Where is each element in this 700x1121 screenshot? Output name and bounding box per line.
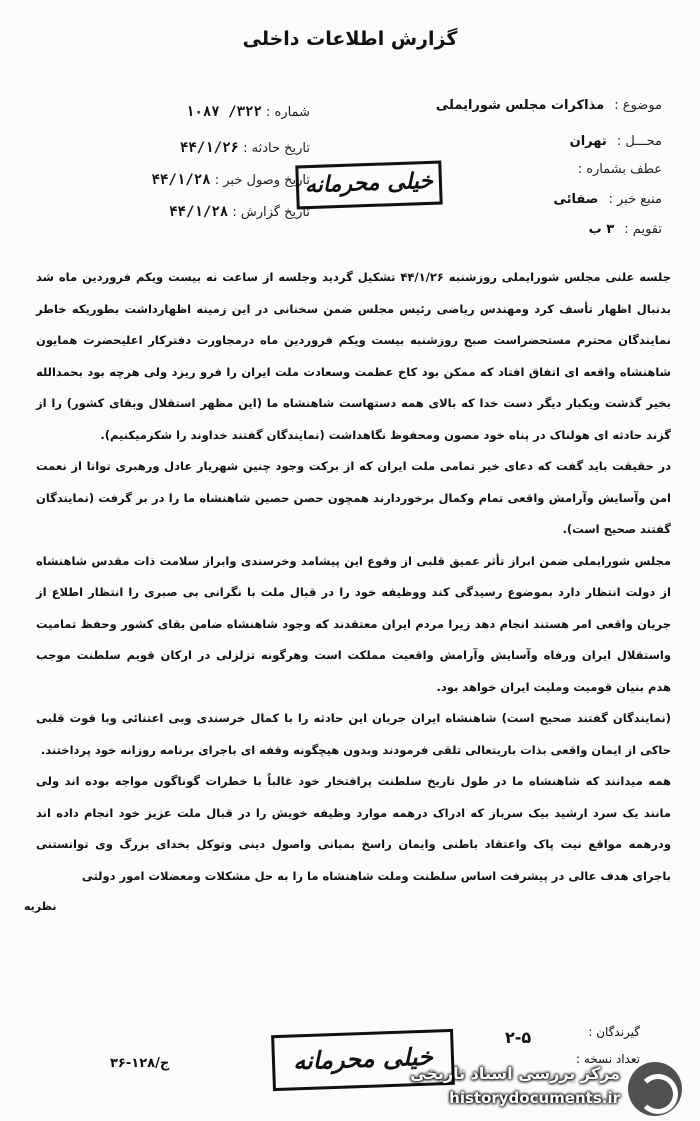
number-label: شماره : [266, 105, 310, 120]
receipt-date-field [152, 172, 310, 188]
report-body [36, 262, 671, 892]
place-field [570, 134, 662, 149]
footer-classification-stamp: خیلی محرمانه [271, 1029, 455, 1091]
source-value: صفائی [553, 192, 599, 207]
event-date-label: تاریخ حادثه : [243, 141, 310, 156]
report-title: گزارش اطلاعات داخلی [242, 28, 458, 50]
body-paragraph: در حقیقت باید گفت که دعای خیر تمامی ملت ایران که از برکت وجود چنین شهریار عادل ورهبری توانا از نعمت امن وآسایش وآرامش واقعی تمام وکمال برخوردارند همچون حصن حصین شاهنشاه ما را در بر گرفت (نمایندگان گفتند صحیح است). [36, 459, 671, 536]
document-number: ۳۶-۱۲۸/ج [110, 1056, 170, 1071]
receipt-date-label: تاریخ وصول خبر : [214, 173, 310, 188]
assessment-label: تقویم : [624, 222, 662, 237]
body-paragraph: (نمایندگان گفتند صحیح است) شاهنشاه ایران جریان این حادثه را با کمال خرسندی وبی اعتنائی وبا قوت قلبی حاکی از ایمان واقعی بذات باریتعالی تلقی فرمودند وبدون هیچگونه وقفه ای باجرای برنامه روزانه خود پرداختند. [36, 711, 671, 757]
copies-label: تعداد نسخه : [575, 1052, 640, 1066]
event-date-field [180, 140, 310, 156]
subject-label: موضوع : [614, 98, 662, 113]
receivers-label: گیرندگان : [588, 1025, 640, 1039]
assessment-value: ۳ ب [588, 222, 615, 237]
body-paragraph: همه میدانند که شاهنشاه ما در طول تاریخ سلطنت پرافتخار خود غالباً با خطرات گوناگون مواجه بوده اند ولی مانند یک سرد ارشید بیک سرباز که ادراک درهمه موارد وظیفه خویش را در قبال ملت عزیز خود انجام داده اند ودرهمه مواقع نیت پاک واعتقاد باطنی وایمان راسخ بمبانی واصول دینی وتوکل بخدای بزرگ وی توانستنی باجرای هدف عالی در پیشرفت اساس سلطنت وملت شاهنشاه ما را به حل مشکلات ومعضلات امور دولتی [36, 774, 671, 883]
subject-field [436, 98, 662, 113]
body-paragraph: جلسه علنی مجلس شورایملی روزشنبه ۴۴/۱/۲۶ تشکیل گردید وجلسه از ساعت نه بیست ویکم فروردین ماه شد بدنبال اظهار تأسف کرد ومهندس ریاضی رئیس مجلس ضمن سخنانی در این زمینه اظهارداشت بطوریکه خاطر نمایندگان محترم مستحضراست صبح روزشنبه بیست ویکم فروردین ماه درمجاورت دفترکار اعلیحضرت همایون شاهنشاه واقعه ای اتفاق افتاد که ممکن بود کاخ عظمت وسعادت ملت ایران را فرو ریزد ولی هرچه بود بحمدالله بخیر گذشت ویکبار دیگر دست خدا که بالای همه دستهاست شاهنشاه ما (این مظهر استقلال وبقای کشور) را از گزند حادثه ای هولناک در پناه خود مصون ومحفوظ نگاهداشت (نمایندگان گفتند خداوند را شکرمیکنیم). [36, 270, 671, 442]
reference-label: عطف بشماره : [577, 162, 662, 177]
classification-stamp: خیلی محرمانه [295, 160, 442, 209]
archive-watermark-name: مرکز بررسی اسناد تاریخی [410, 1064, 620, 1083]
opinion-note: نظریه [24, 900, 57, 913]
source-label: منبع خبر : [608, 192, 662, 207]
place-label: محـــل : [616, 134, 662, 149]
copies-marker: ۲-۵ [505, 1028, 532, 1047]
source-field [554, 192, 663, 207]
event-date-value: ۴۴/۱/۲۶ [179, 140, 239, 156]
assessment-field [589, 222, 662, 237]
report-date-label: تاریخ گزارش : [232, 205, 310, 220]
receipt-date-value: ۴۴/۱/۲۸ [151, 172, 211, 188]
report-date-field [169, 204, 310, 220]
number-field [186, 104, 310, 120]
archive-logo-icon [628, 1062, 682, 1116]
reference-field [578, 162, 662, 177]
report-date-value: ۴۴/۱/۲۸ [169, 204, 229, 220]
place-value: تهران [569, 134, 607, 149]
body-paragraph: مجلس شورایملی ضمن ابراز تأثر عمیق قلبی از وقوع این پیشامد وخرسندی وابراز سلامت ذات مقدس شاهنشاه از دولت انتظار دارد بموضوع رسیدگی کند ووظیفه خود را در قبال ملت با نگرانی بی صبری را انتظار اطلاع از جریان واقعی امر هستند انجام دهد زیرا مردم ایران معتقدند که وجود شاهنشاه ضامن بقای کشور وحفظ تمامیت واستقلال ایران ورفاه وآسایش وآرامش واقعیت مملکت است وهرگونه تزلزلی در ارکان قویم سلطنت موجب هدم بنیان قومیت وملیت ایران خواهد بود. [36, 553, 671, 694]
subject-value: مذاکرات مجلس شورایملی [435, 98, 605, 113]
number-value: ۳۲۲/ ۱۰۸۷ [186, 104, 262, 120]
archive-watermark-url: historydocuments.ir [449, 1089, 620, 1107]
